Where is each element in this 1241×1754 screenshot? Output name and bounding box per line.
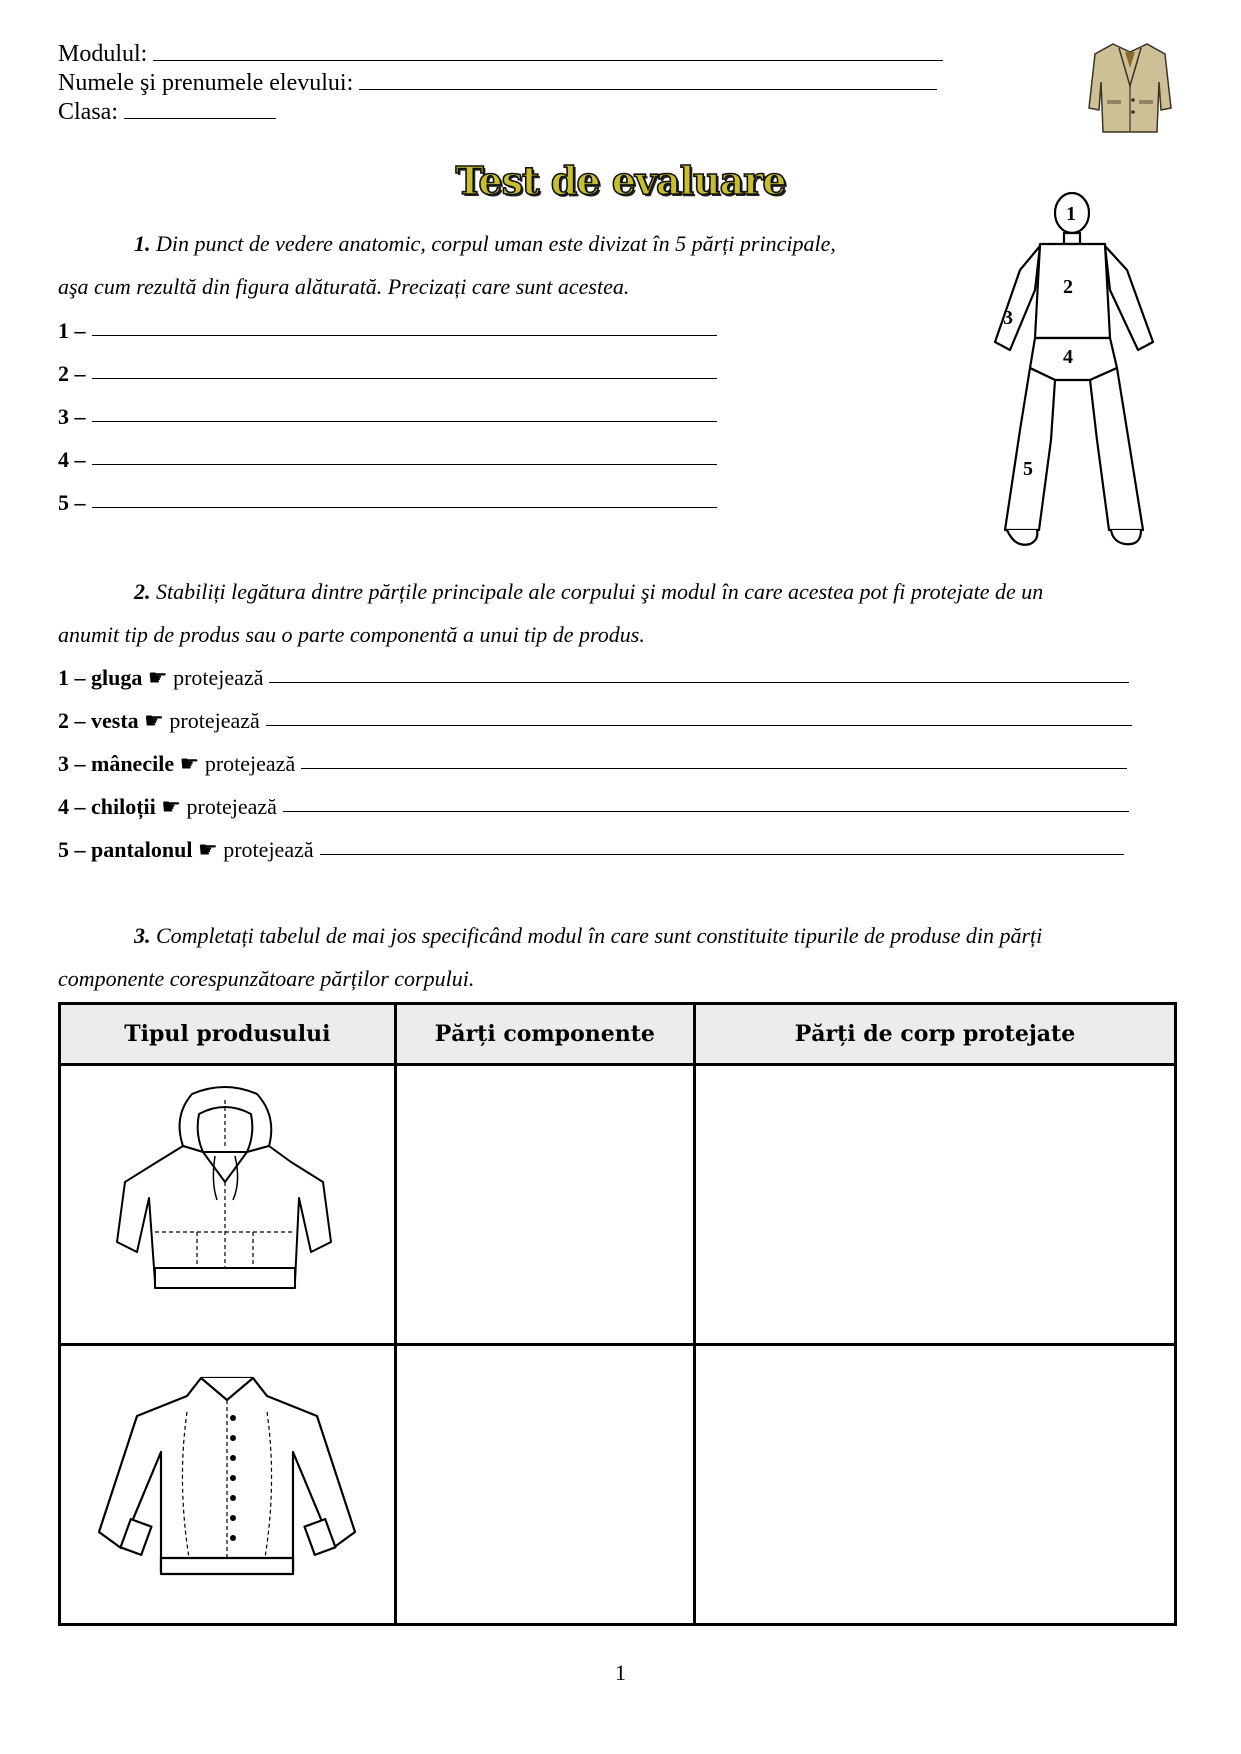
- figure-label-1: 1: [1066, 203, 1076, 225]
- name-line: [58, 67, 937, 97]
- q2-item-verb: protejează: [223, 837, 314, 862]
- q2-item-row: [58, 785, 1132, 828]
- q2-item-verb: protejează: [173, 665, 264, 690]
- q3-line1: Completați tabelul de mai jos specificând modul în care sunt constituite tipurile de produse din părți: [156, 923, 1043, 948]
- q1-line2: aşa cum rezultă din figura alăturată. Precizați care sunt acestea.: [58, 274, 630, 299]
- protected-parts-cell[interactable]: [694, 1065, 1175, 1345]
- name-label: Numele şi prenumele elevului:: [58, 70, 354, 96]
- q2-text: [58, 570, 1188, 656]
- figure-label-3: 3: [1003, 307, 1013, 329]
- q1-answer-row: [58, 438, 717, 481]
- buttoned-jacket-icon: [87, 1372, 367, 1592]
- modul-line: [58, 38, 943, 68]
- jacket-icon: [1085, 38, 1175, 138]
- class-line: [58, 96, 276, 126]
- q2-item-num: 2 –: [58, 708, 86, 733]
- q1-answer-row: [58, 352, 717, 395]
- body-figure: [955, 190, 1195, 555]
- table-row: [60, 1065, 1176, 1345]
- q2-item-part: pantalonul: [91, 837, 193, 862]
- q3-number: 3.: [134, 923, 151, 948]
- q2-item-num: 4 –: [58, 794, 86, 819]
- modul-label: Modulul:: [58, 41, 148, 67]
- q1-text: [58, 222, 938, 308]
- page-title: Test de evaluare: [455, 158, 786, 203]
- q1-answer-field[interactable]: [92, 438, 717, 465]
- q2-item-num: 1 –: [58, 665, 86, 690]
- q2-item-row: [58, 742, 1132, 785]
- pointer-icon: ☛: [147, 665, 168, 690]
- components-cell[interactable]: [395, 1345, 694, 1625]
- q2-item-part: gluga: [91, 665, 143, 690]
- q1-answer-row: [58, 481, 717, 524]
- q2-item-field[interactable]: [266, 699, 1132, 726]
- q2-item-part: mânecile: [91, 751, 175, 776]
- class-label: Clasa:: [58, 99, 118, 125]
- q2-item-verb: protejează: [169, 708, 260, 733]
- product-table: [58, 1002, 1177, 1626]
- q2-item-field[interactable]: [301, 742, 1127, 769]
- q1-answers: [58, 309, 717, 524]
- column-header-product: Tipul produsului: [60, 1004, 396, 1065]
- q2-item-verb: protejează: [204, 751, 296, 776]
- figure-label-2: 2: [1063, 276, 1073, 298]
- q2-item-field[interactable]: [269, 656, 1129, 683]
- q1-answer-label: 5 –: [58, 490, 86, 515]
- q1-answer-label: 3 –: [58, 404, 86, 429]
- q1-answer-field[interactable]: [92, 481, 717, 508]
- q1-line1: Din punct de vedere anatomic, corpul uman este divizat în 5 părți principale,: [156, 231, 836, 256]
- q2-item-row: [58, 699, 1132, 742]
- column-header-protected: Părți de corp protejate: [694, 1004, 1175, 1065]
- components-cell[interactable]: [395, 1065, 694, 1345]
- class-field[interactable]: [124, 96, 276, 119]
- pointer-icon: ☛: [161, 794, 182, 819]
- q1-answer-label: 4 –: [58, 447, 86, 472]
- q2-item-field[interactable]: [320, 828, 1124, 855]
- name-field[interactable]: [359, 67, 937, 90]
- q1-answer-row: [58, 309, 717, 352]
- product-cell: [60, 1065, 396, 1345]
- q2-items: [58, 656, 1132, 871]
- q3-text: [58, 914, 1188, 1000]
- hooded-jacket-icon: [97, 1082, 357, 1322]
- q2-item-row: [58, 656, 1132, 699]
- pointer-icon: ☛: [198, 837, 218, 862]
- pointer-icon: ☛: [179, 751, 200, 776]
- q1-answer-field[interactable]: [92, 309, 717, 336]
- table-header-row: [60, 1004, 1176, 1065]
- modul-field[interactable]: [153, 38, 943, 61]
- q2-number: 2.: [134, 579, 151, 604]
- q2-item-num: 5 –: [58, 837, 86, 862]
- q2-line1: Stabiliți legătura dintre părțile principale ale corpului şi modul în care acestea pot fi protejate de un: [156, 579, 1044, 604]
- q1-answer-label: 2 –: [58, 361, 86, 386]
- q2-line2: anumit tip de produs sau o parte componentă a unui tip de produs.: [58, 622, 645, 647]
- q1-answer-field[interactable]: [92, 395, 717, 422]
- q2-item-num: 3 –: [58, 751, 86, 776]
- q2-item-row: [58, 828, 1132, 871]
- page-number: 1: [615, 1660, 626, 1685]
- q2-item-verb: protejează: [186, 794, 277, 819]
- q2-item-part: vesta: [91, 708, 139, 733]
- table-row: [60, 1345, 1176, 1625]
- pointer-icon: ☛: [144, 708, 164, 733]
- q2-item-field[interactable]: [283, 785, 1129, 812]
- figure-label-4: 4: [1063, 346, 1073, 368]
- q3-line2: componente corespunzătoare părților corpului.: [58, 966, 475, 991]
- q1-answer-field[interactable]: [92, 352, 717, 379]
- figure-label-5: 5: [1023, 458, 1033, 480]
- product-cell: [60, 1345, 396, 1625]
- q1-answer-row: [58, 395, 717, 438]
- q1-answer-label: 1 –: [58, 318, 86, 343]
- protected-parts-cell[interactable]: [694, 1345, 1175, 1625]
- q1-number: 1.: [134, 231, 151, 256]
- column-header-components: Părți componente: [395, 1004, 694, 1065]
- q2-item-part: chiloții: [91, 794, 156, 819]
